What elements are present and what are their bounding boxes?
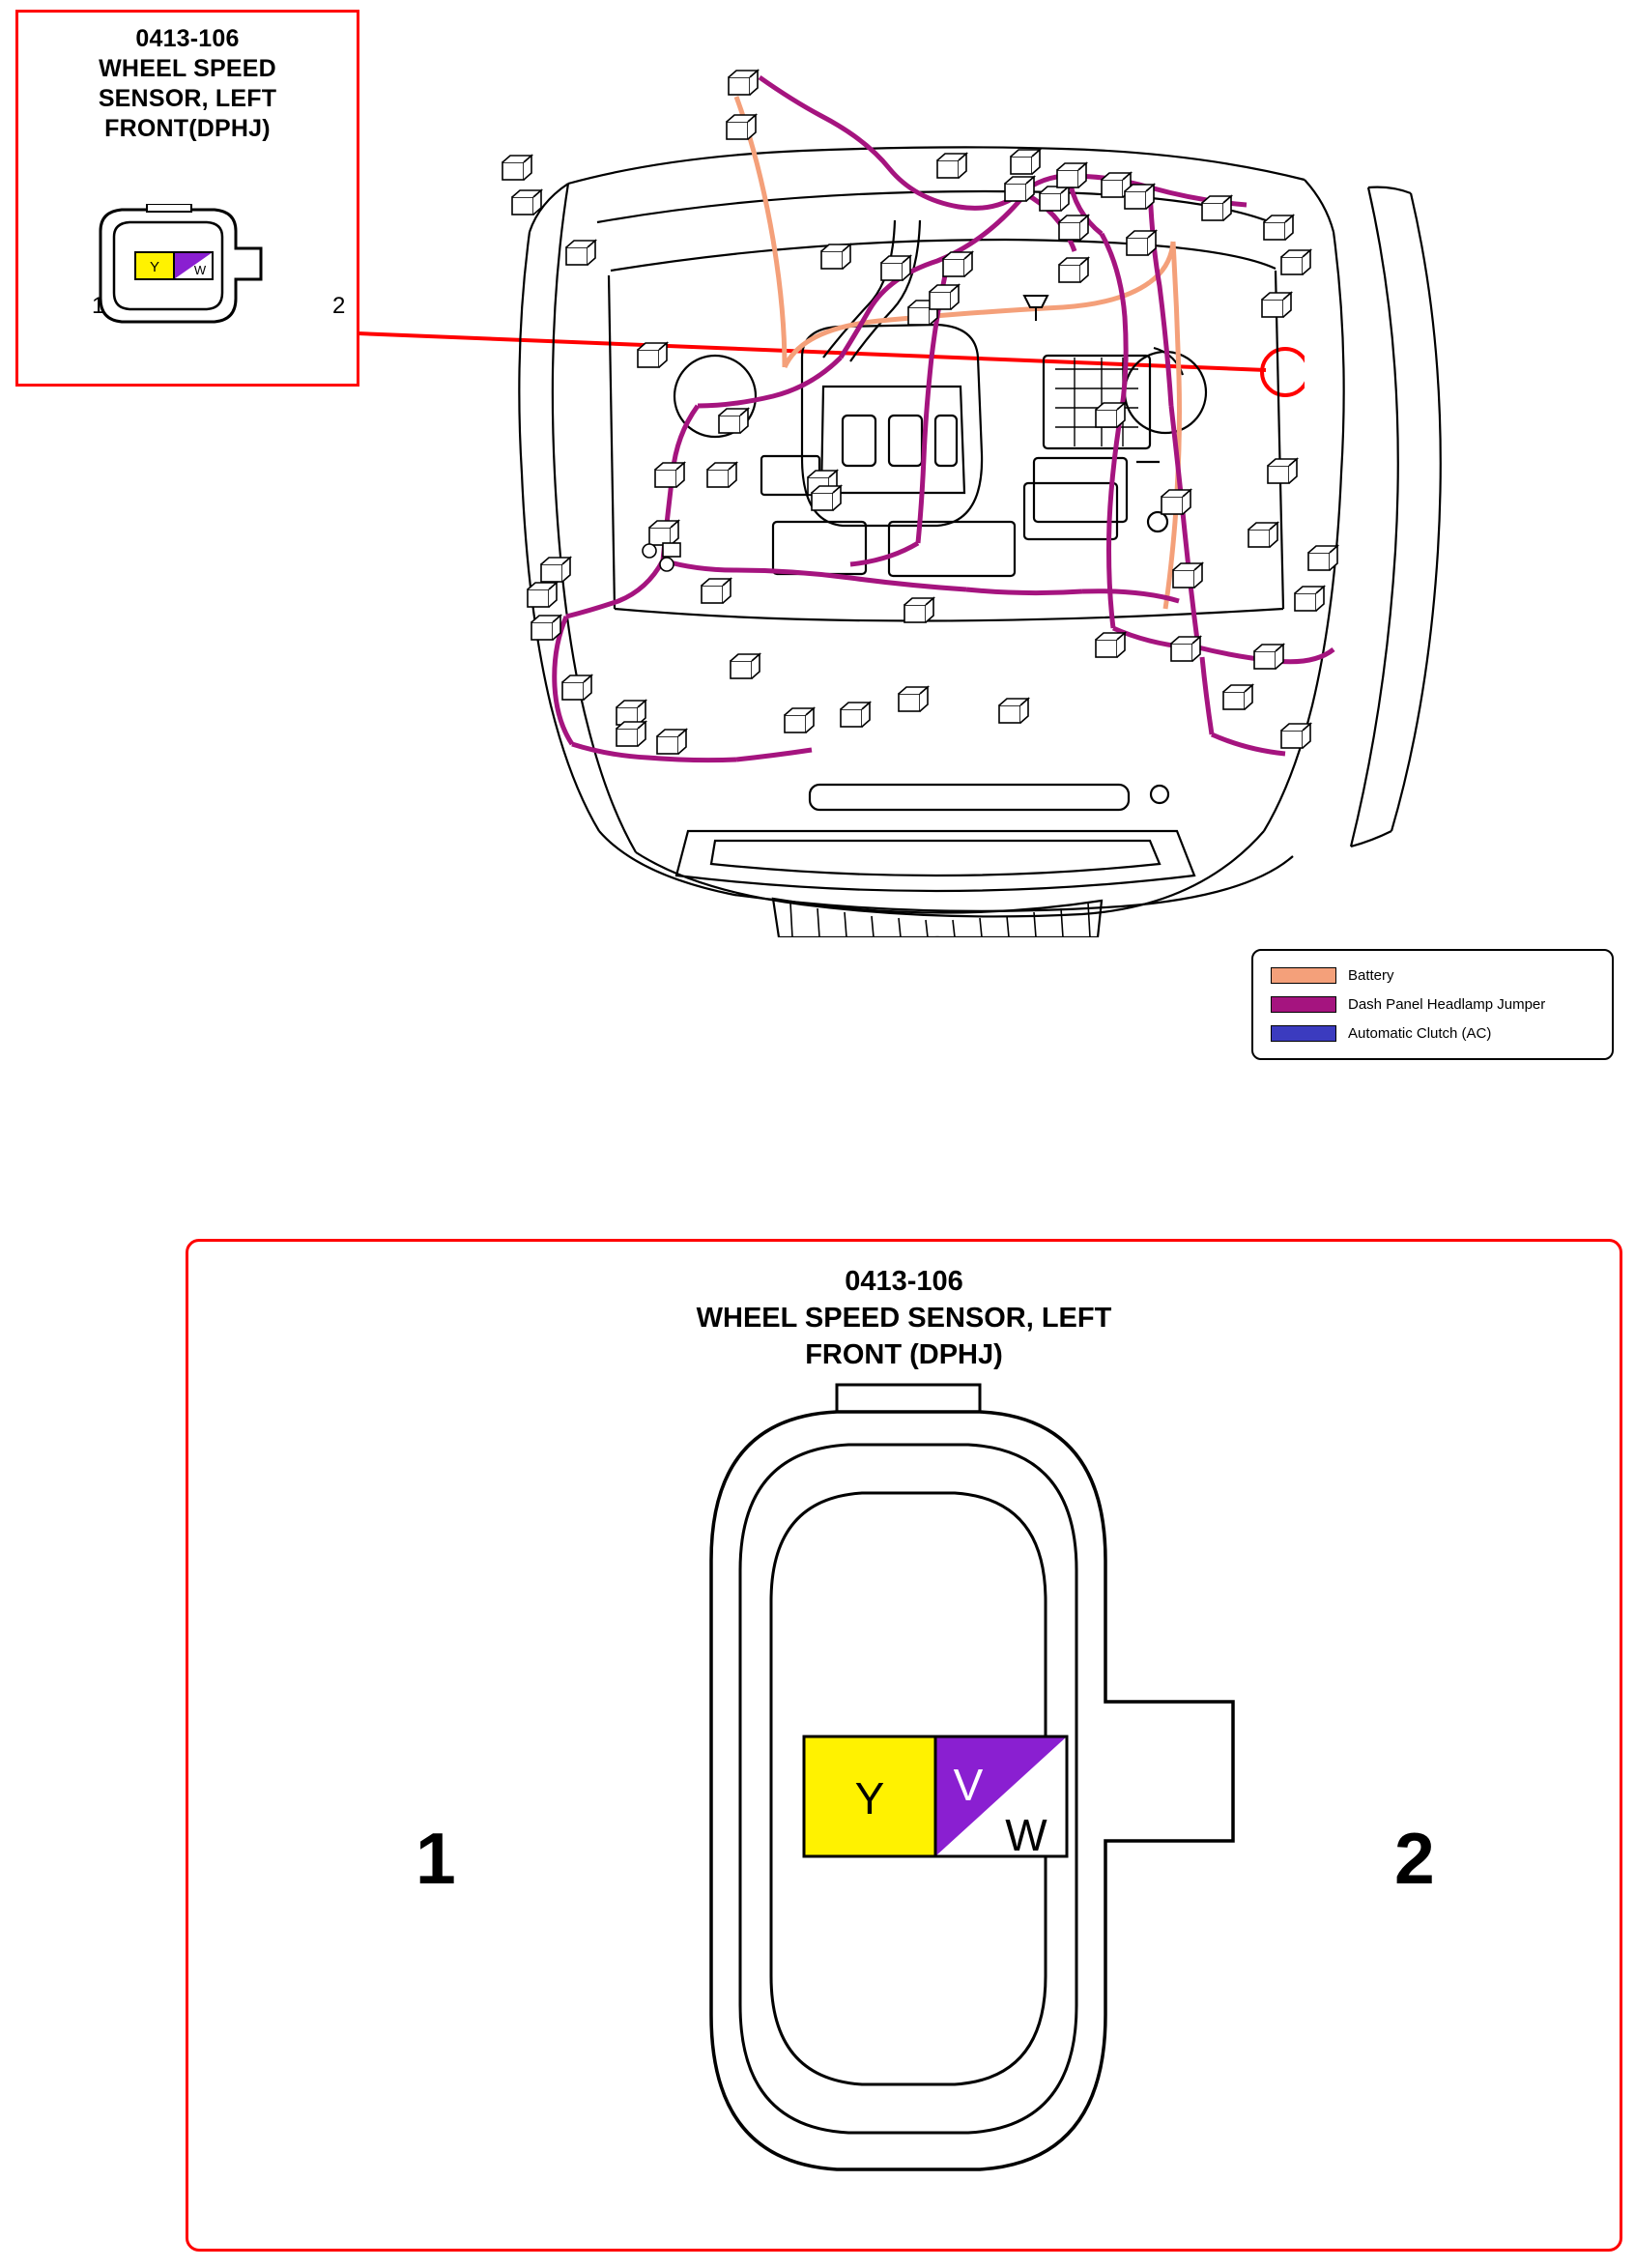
connector-large-diagram (421, 1377, 1388, 2227)
legend-swatch-battery (1271, 967, 1336, 984)
connector-detail-graphic-wrap (188, 1377, 1620, 2227)
legend-label-automatic-clutch: Automatic Clutch (AC) (1348, 1024, 1492, 1042)
callout-name-line1: WHEEL SPEED (99, 55, 276, 82)
legend-row (1271, 990, 1612, 1019)
detail-title (188, 1242, 1620, 1373)
callout-title (18, 13, 357, 144)
legend-label-battery: Battery (1348, 966, 1394, 984)
connector-small-pin-1: 1 (92, 293, 105, 319)
callout-name-line2: SENSOR, LEFT (98, 85, 277, 112)
detail-name-line1: WHEEL SPEED SENSOR, LEFT (696, 1303, 1112, 1334)
harness-dash-panel-headlamp-jumper (555, 77, 1334, 761)
legend-label-dash-panel-headlamp-jumper: Dash Panel Headlamp Jumper (1348, 995, 1546, 1013)
cavity-block-large (804, 1737, 1067, 1860)
connector-large-pin-2: 2 (1394, 1818, 1435, 1899)
legend-swatch-dash-panel-headlamp-jumper (1271, 996, 1336, 1013)
legend-swatch-automatic-clutch (1271, 1025, 1336, 1042)
connector-small-diagram (72, 204, 303, 330)
legend-row (1271, 961, 1612, 990)
connector-large-pin-1: 1 (416, 1818, 456, 1899)
connector-small-pin-2: 2 (332, 293, 346, 319)
cavity-label-yellow-large: Y (854, 1773, 884, 1823)
callout-part-number: 0413-106 (135, 25, 240, 52)
cavity-label-violet-large: V (953, 1760, 983, 1810)
cavity-label-white-small: W (193, 263, 207, 277)
connector-detail-panel (186, 1239, 1622, 2252)
cavity-block-small (135, 252, 213, 279)
detail-name-line2: FRONT (DPHJ) (805, 1339, 1003, 1370)
detail-part-number: 0413-106 (845, 1266, 963, 1297)
callout-name-line3: FRONT(DPHJ) (104, 115, 271, 142)
legend-row (1271, 1019, 1612, 1048)
engine-bay-harness-diagram (483, 68, 1546, 937)
cavity-label-yellow-small: Y (149, 259, 160, 275)
cavity-label-white-large: W (1004, 1810, 1047, 1860)
legend-box (1251, 949, 1614, 1060)
callout-box (15, 10, 359, 387)
